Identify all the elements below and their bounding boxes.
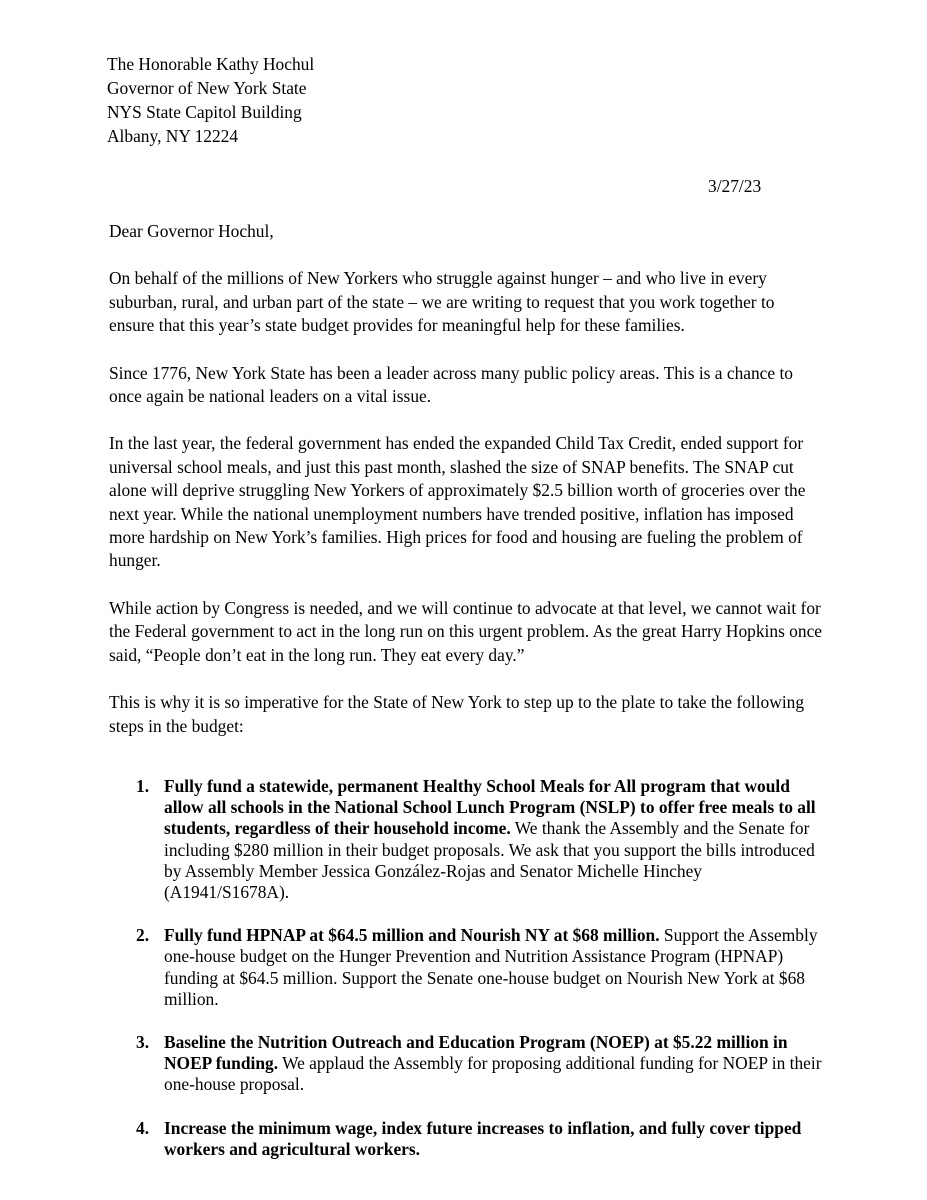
list-item-heading: Fully fund a statewide, permanent Healthy School Meals for All program that would allow all schools in the National School Lunch Program (NSLP) to offer free meals to all students, regardless of their household income.: [164, 775, 816, 839]
paragraph: On behalf of the millions of New Yorkers who struggle against hunger – and who live in every suburban, rural, and urban part of the state – we are writing to request that you work together to ensure that this year’s state budget provides for meaningful help for these families.: [109, 268, 775, 336]
list-item: [109, 776, 824, 903]
list-item-text: We thank the Assembly and the Senate for including $280 million in their budget proposals. We ask that you support the bills introduced by Assembly Member Jessica González-Rojas and Senator Michelle Hinchey (A1941/S1678A).: [164, 818, 815, 902]
list-item-number: 4.: [136, 1117, 150, 1138]
list-item: [109, 1118, 824, 1160]
recipient-building: NYS State Capitol Building: [107, 102, 302, 122]
list-item-number: 3.: [136, 1031, 150, 1052]
paragraph: This is why it is so imperative for the State of New York to step up to the plate to take the following steps in the budget:: [109, 692, 805, 736]
letter-date: 3/27/23: [708, 176, 762, 196]
list-item-text: We applaud the Assembly for proposing additional funding for NOEP in their one-house proposal.: [164, 1053, 822, 1095]
recipient-title: Governor of New York State: [107, 78, 307, 98]
list-item: [109, 1032, 824, 1096]
recipient-address: [107, 52, 314, 148]
list-item-heading: Baseline the Nutrition Outreach and Education Program (NOEP) at $5.22 million in NOEP funding.: [164, 1031, 788, 1074]
salutation: Dear Governor Hochul,: [109, 221, 274, 241]
list-item-heading: Increase the minimum wage, index future increases to inflation, and fully cover tipped workers and agricultural workers.: [164, 1117, 802, 1159]
recipient-name: The Honorable Kathy Hochul: [107, 54, 315, 74]
budget-steps-list: [109, 776, 824, 1160]
paragraph: Since 1776, New York State has been a leader across many public policy areas. This is a chance to once again be national leaders on a vital issue.: [109, 362, 793, 407]
paragraph: In the last year, the federal government has ended the expanded Child Tax Credit, ended support for universal school meals, and just this past month, slashed the size of SNAP benefits. The SNAP cut alone will deprive struggling New Yorkers of approximately $2.5 billion worth of groceries over the next year. While the national unemployment numbers have trended positive, inflation has imposed more hardship on New York’s families. High prices for food and housing are fueling the problem of hunger.: [109, 433, 806, 571]
list-item-text: Support the Assembly one-house budget on the Hunger Prevention and Nutrition Assistance Program (HPNAP) funding at $64.5 million. Support the Senate one-house budget on Nourish New York at $68 million.: [164, 925, 818, 1009]
list-item-number: 2.: [136, 925, 150, 946]
paragraph: While action by Congress is needed, and we will continue to advocate at that level, we cannot wait for the Federal government to act in the long run on this urgent problem. As the great Harry Hopkins once said, “People don’t eat in the long run. They eat every day.”: [109, 597, 823, 665]
list-item: [109, 925, 824, 1010]
list-item-number: 1.: [136, 775, 150, 796]
letter-body: [109, 220, 824, 1182]
recipient-city: Albany, NY 12224: [107, 126, 239, 146]
list-item-heading: Fully fund HPNAP at $64.5 million and Nourish NY at $68 million.: [164, 925, 660, 946]
